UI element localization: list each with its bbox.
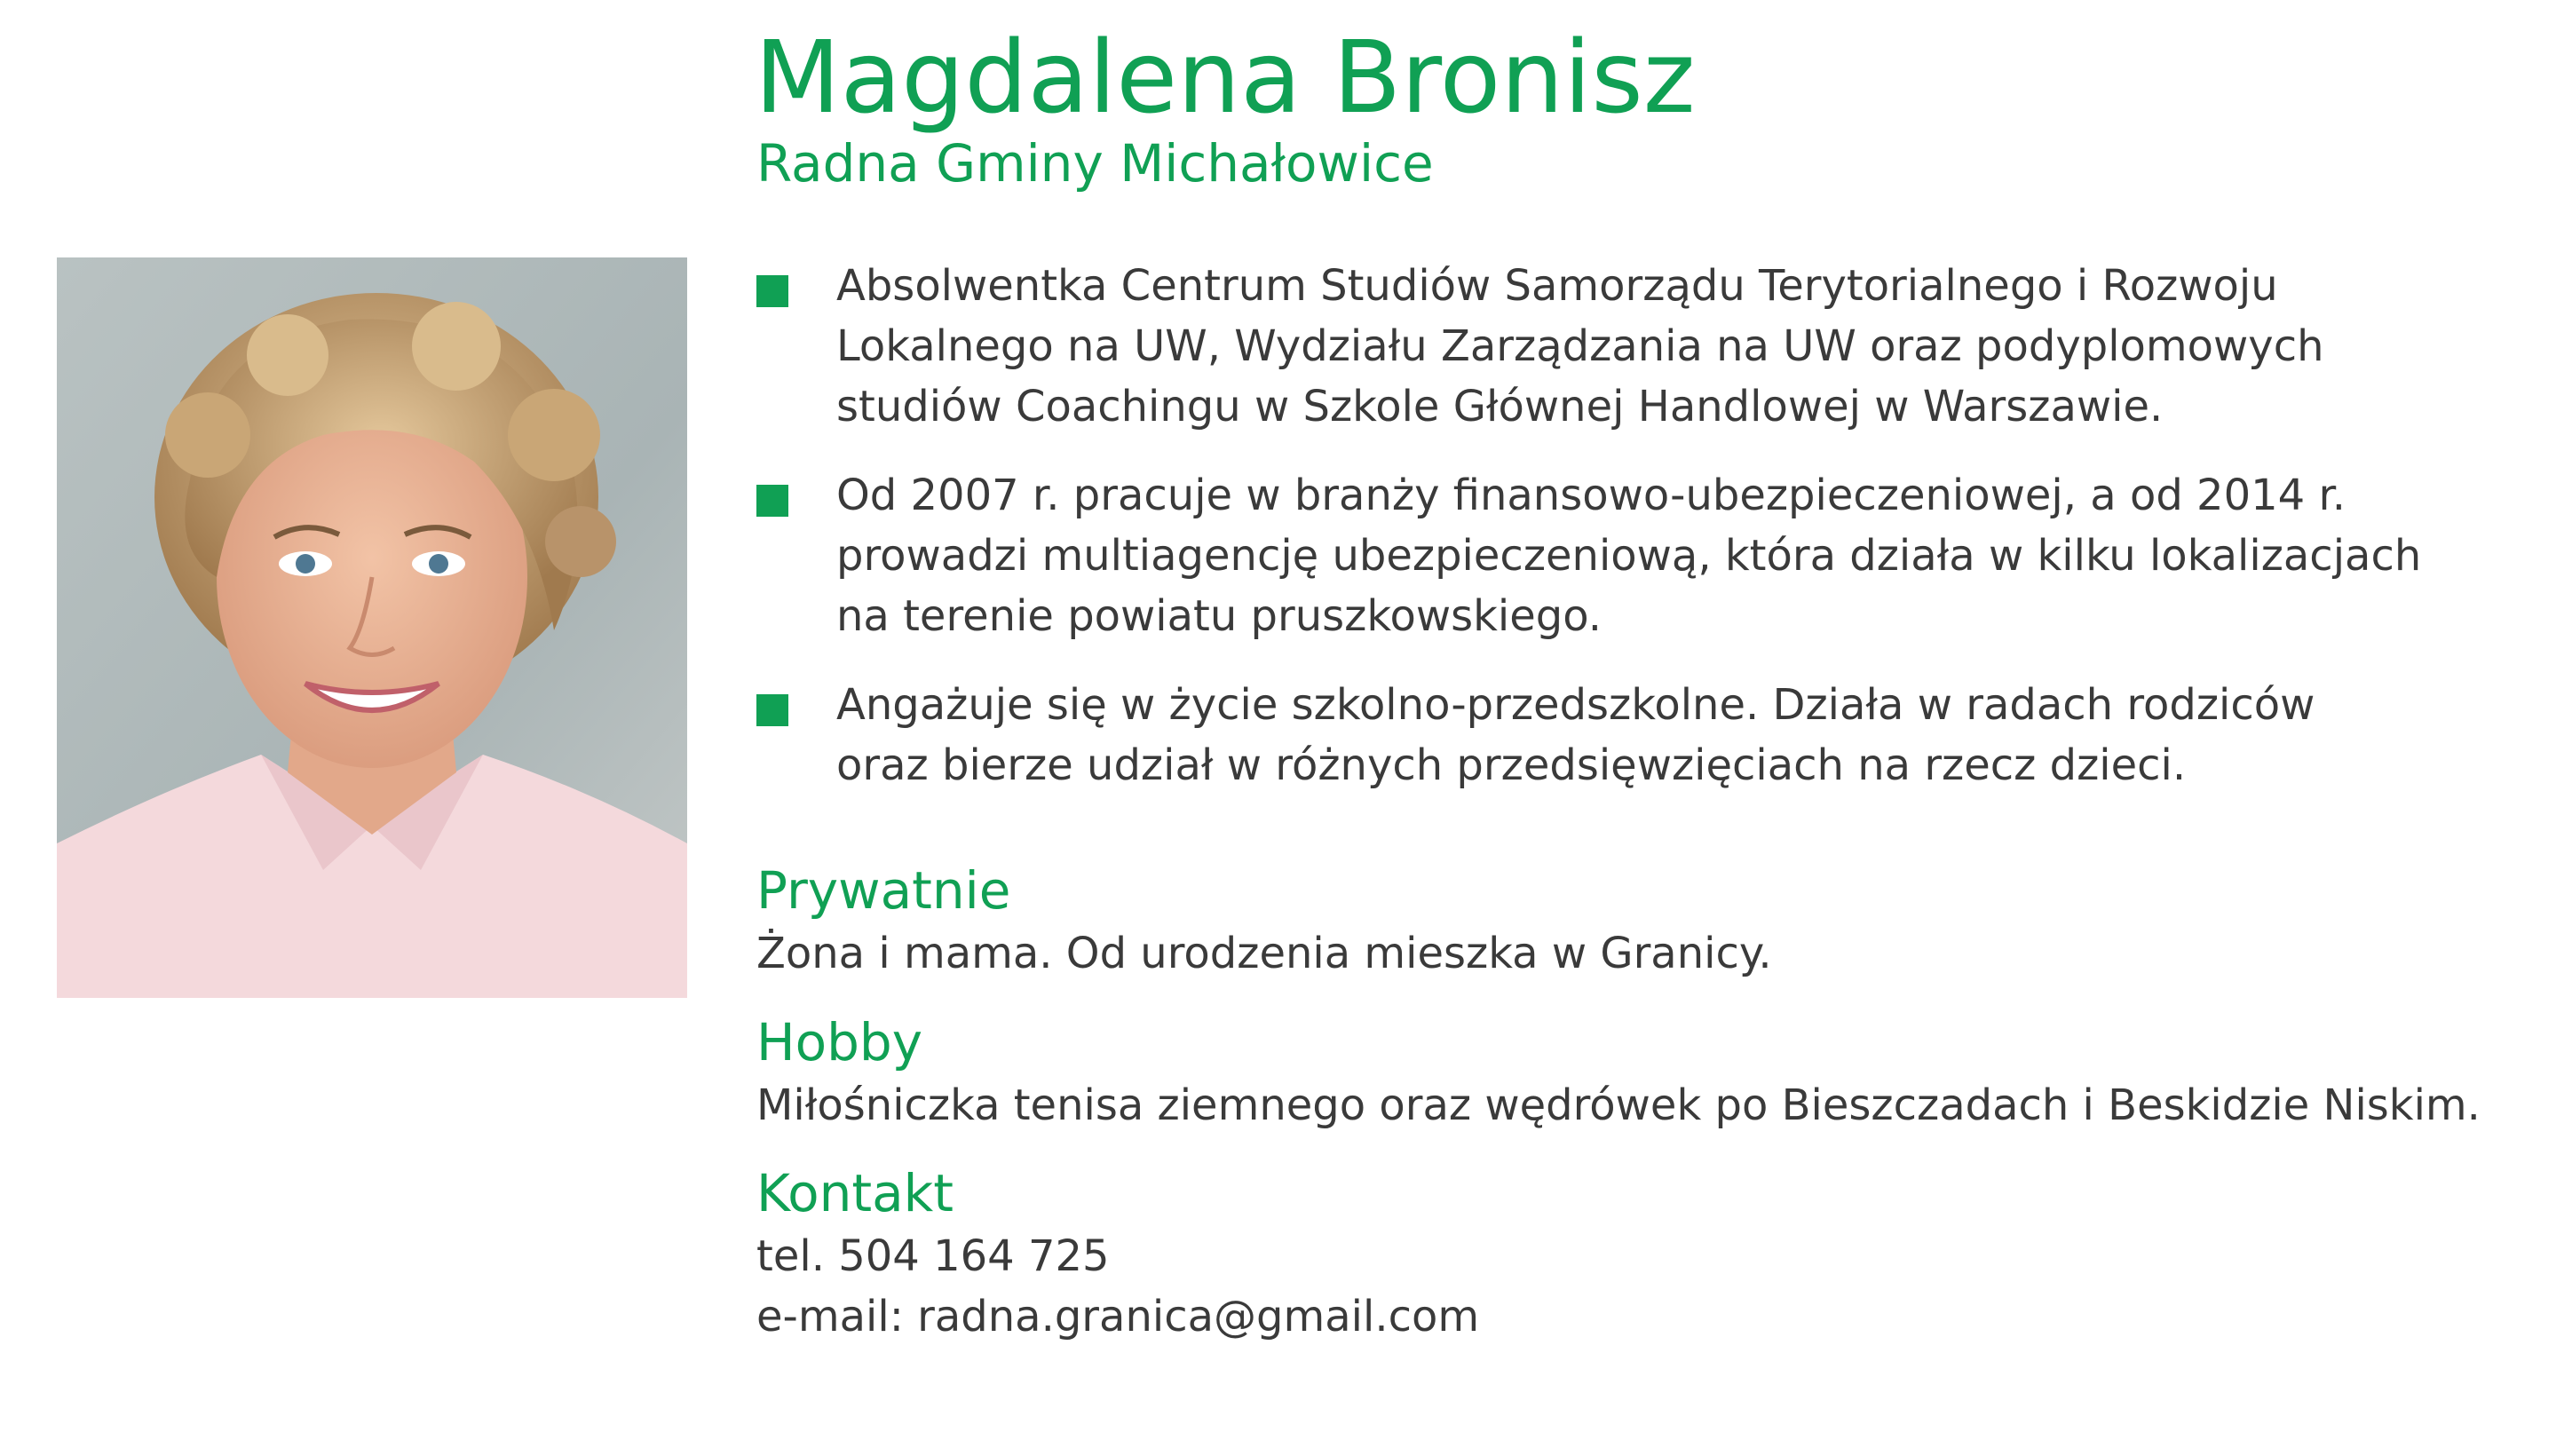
- green-square-bullet-icon: [756, 485, 788, 517]
- contact-heading: Kontakt: [756, 1163, 954, 1223]
- green-square-bullet-icon: [756, 694, 788, 726]
- bio-bullet-list: [756, 256, 2514, 824]
- bio-bullet: [756, 465, 2514, 646]
- candidate-role: Radna Gminy Michałowice: [756, 133, 1434, 194]
- private-section: [756, 858, 2532, 984]
- bio-line: Absolwentka Centrum Studiów Samorządu Terytorialnego i Rozwoju: [836, 261, 2278, 311]
- candidate-name: Magdalena Bronisz: [755, 20, 1696, 136]
- hobby-section: [756, 1009, 2532, 1136]
- private-heading: Prywatnie: [756, 860, 1011, 921]
- bio-line: studiów Coachingu w Szkole Głównej Handlowej w Warszawie.: [836, 382, 2164, 431]
- bio-line: Lokalnego na UW, Wydziału Zarządzania na UW oraz podyplomowych: [836, 321, 2324, 371]
- contact-phone: tel. 504 164 725: [756, 1231, 1110, 1281]
- bio-bullet: [756, 256, 2514, 437]
- contact-section: [756, 1160, 2532, 1347]
- bio-line: Od 2007 r. pracuje w branży finansowo-ubezpieczeniowej, a od 2014 r.: [836, 471, 2346, 520]
- bio-line: oraz bierze udział w różnych przedsięwzięciach na rzecz dzieci.: [836, 740, 2187, 790]
- bio-line: na terenie powiatu pruszkowskiego.: [836, 591, 1602, 641]
- green-square-bullet-icon: [756, 275, 788, 307]
- bio-bullet: [756, 675, 2514, 795]
- portrait-photo: [57, 257, 687, 998]
- hobby-heading: Hobby: [756, 1012, 923, 1072]
- bio-line: Angażuje się w życie szkolno-przedszkolne. Działa w radach rodziców: [836, 680, 2315, 730]
- private-text: Żona i mama. Od urodzenia mieszka w Granicy.: [756, 929, 1772, 978]
- contact-email: e-mail: radna.granica@gmail.com: [756, 1292, 1480, 1341]
- bio-line: prowadzi multiagencję ubezpieczeniową, która działa w kilku lokalizacjach: [836, 531, 2422, 581]
- hobby-text: Miłośniczka tenisa ziemnego oraz wędrówek po Bieszczadach i Beskidzie Niskim.: [756, 1080, 2481, 1130]
